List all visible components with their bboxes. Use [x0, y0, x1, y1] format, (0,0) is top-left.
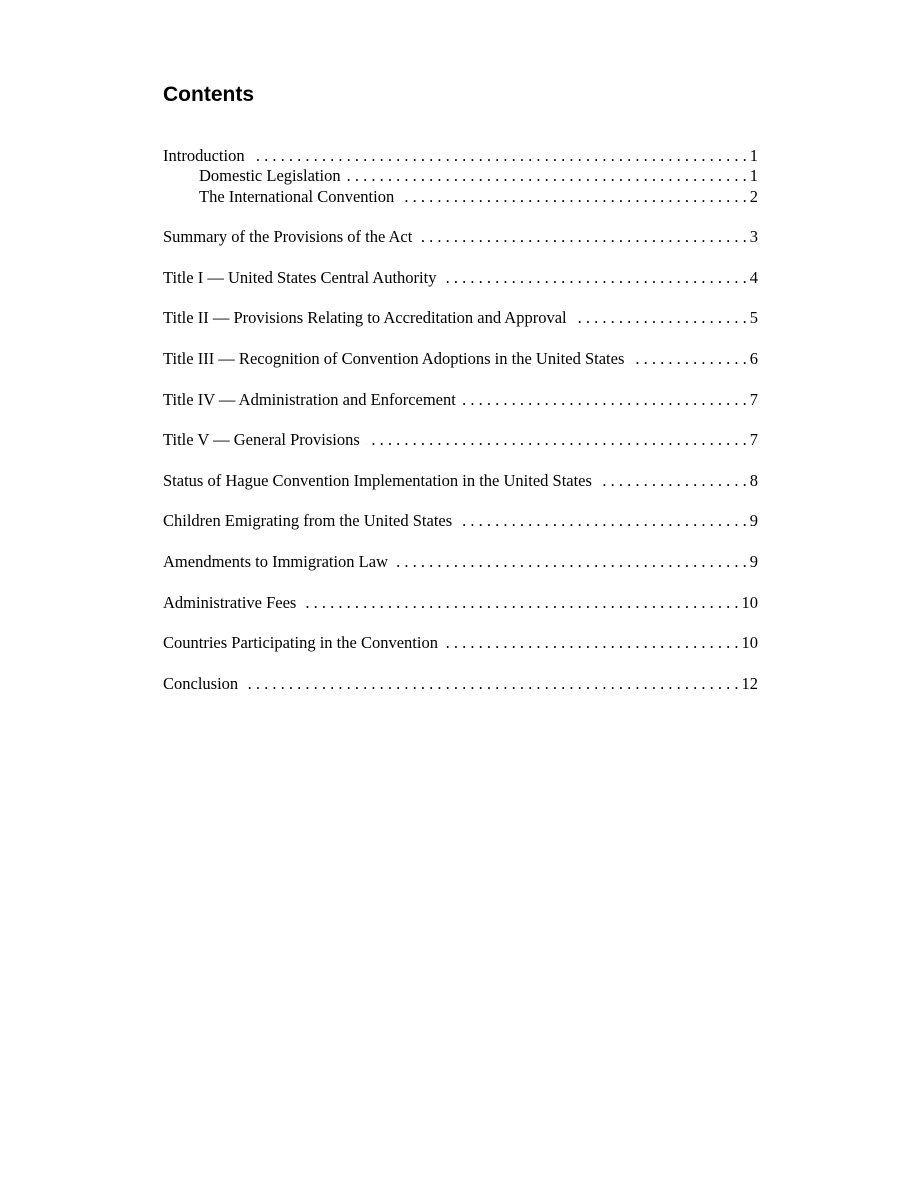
toc-entry-title-v[interactable]	[163, 430, 758, 450]
toc-entry-amendments[interactable]	[163, 552, 758, 572]
dot-leader	[244, 674, 738, 694]
toc-entry-countries[interactable]	[163, 633, 758, 653]
toc-entry-page: 10	[741, 592, 758, 612]
toc-entry-label: The International Convention	[199, 187, 400, 207]
toc-entry-label: Title I — United States Central Authority	[163, 268, 442, 288]
toc-entry-label: Amendments to Immigration Law	[163, 552, 394, 572]
dot-leader	[302, 593, 738, 613]
toc-entry-label: Summary of the Provisions of the Act	[163, 227, 418, 247]
toc-entry-title-ii[interactable]	[163, 308, 758, 328]
toc-entry-label: Children Emigrating from the United States	[163, 511, 458, 531]
dot-leader	[462, 390, 747, 410]
toc-entry-page: 9	[749, 511, 758, 531]
toc-entry-label: Countries Participating in the Convention	[163, 633, 444, 653]
toc-entry-page: 7	[749, 389, 758, 409]
toc-entry-page: 2	[749, 186, 758, 206]
toc-entry-page: 4	[749, 267, 758, 287]
toc-entry-page: 10	[741, 633, 758, 653]
toc-entry-international-convention[interactable]	[163, 187, 758, 207]
toc-entry-label: Title V — General Provisions	[163, 430, 366, 450]
dot-leader	[251, 146, 747, 166]
dot-leader	[366, 430, 747, 450]
dot-leader	[598, 471, 747, 491]
dot-leader	[394, 552, 747, 572]
dot-leader	[458, 511, 747, 531]
toc-entry-children-emigrating[interactable]	[163, 511, 758, 531]
toc-entry-administrative-fees[interactable]	[163, 593, 758, 613]
toc-entry-title-iii[interactable]	[163, 349, 758, 369]
dot-leader	[444, 633, 739, 653]
toc-entry-page: 1	[749, 146, 758, 165]
toc-entry-page: 1	[749, 166, 758, 186]
toc-entry-label: Title IV — Administration and Enforcement	[163, 390, 462, 410]
toc-entry-introduction[interactable]	[163, 146, 758, 166]
toc-entry-conclusion[interactable]	[163, 674, 758, 694]
toc-entry-status[interactable]	[163, 471, 758, 491]
toc-entry-label: Title II — Provisions Relating to Accreditation and Approval	[163, 308, 573, 328]
toc-entry-title-iv[interactable]	[163, 390, 758, 410]
toc-entry-page: 8	[749, 470, 758, 490]
toc-entry-label: Status of Hague Convention Implementation in the United States	[163, 471, 598, 491]
toc-entry-page: 5	[749, 308, 758, 328]
dot-leader	[573, 308, 747, 328]
toc-entry-page: 7	[749, 430, 758, 450]
dot-leader	[418, 227, 746, 247]
dot-leader	[630, 349, 746, 369]
toc-entry-label: Title III — Recognition of Convention Adoptions in the United States	[163, 349, 630, 369]
dot-leader	[400, 187, 747, 207]
toc-entry-page: 6	[749, 348, 758, 368]
dot-leader	[347, 166, 747, 186]
toc-entry-label: Conclusion	[163, 674, 244, 694]
toc-entry-summary[interactable]	[163, 227, 758, 247]
page-title: Contents	[163, 83, 254, 106]
table-of-contents	[163, 146, 758, 694]
toc-entry-label: Domestic Legislation	[199, 166, 347, 186]
toc-entry-title-i[interactable]	[163, 268, 758, 288]
toc-entry-page: 3	[749, 227, 758, 247]
toc-entry-domestic-legislation[interactable]	[163, 166, 758, 186]
toc-entry-label: Administrative Fees	[163, 593, 302, 613]
toc-entry-page: 9	[749, 551, 758, 571]
dot-leader	[442, 268, 746, 288]
toc-entry-page: 12	[741, 673, 758, 693]
toc-entry-label: Introduction	[163, 146, 251, 166]
